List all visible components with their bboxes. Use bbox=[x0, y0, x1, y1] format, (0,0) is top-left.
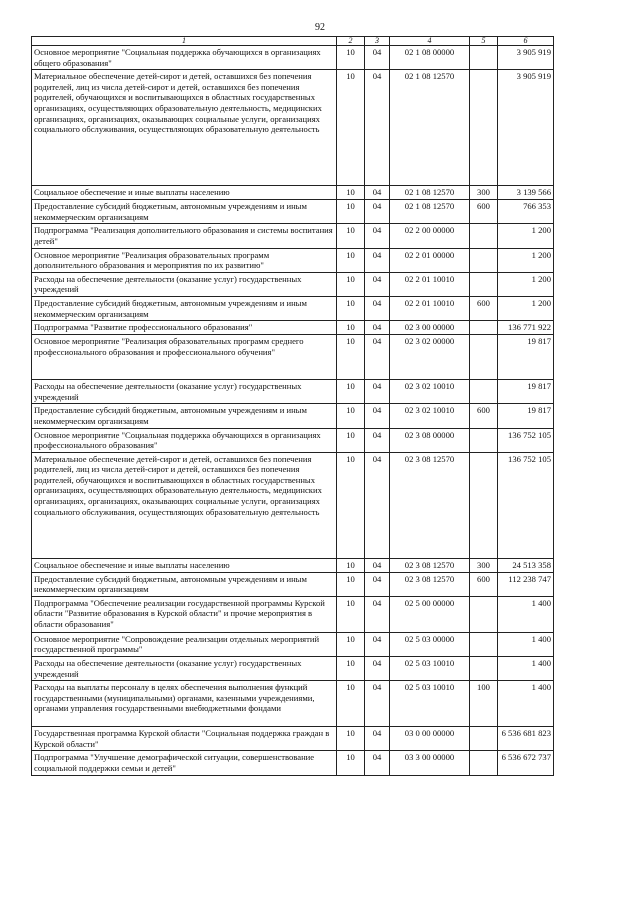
table-row bbox=[32, 321, 554, 335]
item-name-cell: Расходы на выплаты персоналу в целях обеспечения выполнения функций государственными (муниципальными) органами, казенными учреждениями, органами управления государственными внебюджетными фондами bbox=[32, 681, 337, 727]
expense-type-cell bbox=[470, 70, 498, 186]
subsection-cell: 04 bbox=[365, 380, 390, 404]
section-cell: 10 bbox=[337, 46, 365, 70]
subsection-cell: 04 bbox=[365, 751, 390, 775]
header-cell-3: 3 bbox=[365, 37, 390, 46]
expense-type-cell bbox=[470, 596, 498, 632]
table-row bbox=[32, 428, 554, 452]
section-cell: 10 bbox=[337, 186, 365, 200]
table-row bbox=[32, 751, 554, 775]
section-cell: 10 bbox=[337, 657, 365, 681]
item-name-cell: Основное мероприятие "Сопровождение реализации отдельных мероприятий государственной программы" bbox=[32, 632, 337, 656]
amount-cell: 24 513 358 bbox=[498, 558, 554, 572]
table-row bbox=[32, 596, 554, 632]
item-name-cell: Основное мероприятие "Реализация образовательных программ дополнительного образования и мероприятия по их развитию" bbox=[32, 248, 337, 272]
amount-cell: 1 400 bbox=[498, 596, 554, 632]
expense-type-cell: 600 bbox=[470, 404, 498, 428]
target-article-cell: 02 3 08 12570 bbox=[390, 572, 470, 596]
subsection-cell: 04 bbox=[365, 632, 390, 656]
section-cell: 10 bbox=[337, 335, 365, 380]
budget-table-body bbox=[32, 37, 554, 776]
target-article-cell: 02 5 03 10010 bbox=[390, 681, 470, 727]
table-row bbox=[32, 657, 554, 681]
amount-cell: 19 817 bbox=[498, 335, 554, 380]
subsection-cell: 04 bbox=[365, 335, 390, 380]
table-row bbox=[32, 558, 554, 572]
item-name-cell: Государственная программа Курской области "Социальная поддержка граждан в Курской области" bbox=[32, 727, 337, 751]
expense-type-cell bbox=[470, 46, 498, 70]
item-name-cell: Подпрограмма "Реализация дополнительного образования и системы воспитания детей" bbox=[32, 224, 337, 248]
section-cell: 10 bbox=[337, 681, 365, 727]
expense-type-cell bbox=[470, 248, 498, 272]
item-name-cell: Материальное обеспечение детей-сирот и детей, оставшихся без попечения родителей, лиц из числа детей-сирот и детей, оставшихся без попечения родителей, обучающихся и воспитывающихся в областных государственных организациях, осуществляющих образовательную деятельность, медицинских организациях, организациях, оказывающих социальные услуги, организациях социального обслуживания, осуществляющих образовательную деятельность bbox=[32, 452, 337, 558]
item-name-cell: Расходы на обеспечение деятельности (оказание услуг) государственных учреждений bbox=[32, 380, 337, 404]
section-cell: 10 bbox=[337, 632, 365, 656]
table-row bbox=[32, 248, 554, 272]
target-article-cell: 02 3 02 00000 bbox=[390, 335, 470, 380]
expense-type-cell bbox=[470, 751, 498, 775]
section-cell: 10 bbox=[337, 70, 365, 186]
subsection-cell: 04 bbox=[365, 727, 390, 751]
target-article-cell: 02 1 08 12570 bbox=[390, 186, 470, 200]
target-article-cell: 02 3 08 12570 bbox=[390, 558, 470, 572]
target-article-cell: 02 3 08 12570 bbox=[390, 452, 470, 558]
amount-cell: 136 771 922 bbox=[498, 321, 554, 335]
target-article-cell: 02 1 08 00000 bbox=[390, 46, 470, 70]
table-row bbox=[32, 572, 554, 596]
section-cell: 10 bbox=[337, 404, 365, 428]
expense-type-cell bbox=[470, 380, 498, 404]
expense-type-cell: 600 bbox=[470, 200, 498, 224]
section-cell: 10 bbox=[337, 321, 365, 335]
subsection-cell: 04 bbox=[365, 657, 390, 681]
expense-type-cell: 300 bbox=[470, 186, 498, 200]
target-article-cell: 02 2 00 00000 bbox=[390, 224, 470, 248]
amount-cell: 136 752 105 bbox=[498, 452, 554, 558]
target-article-cell: 02 3 00 00000 bbox=[390, 321, 470, 335]
amount-cell: 6 536 672 737 bbox=[498, 751, 554, 775]
subsection-cell: 04 bbox=[365, 186, 390, 200]
header-cell-6: 6 bbox=[498, 37, 554, 46]
subsection-cell: 04 bbox=[365, 248, 390, 272]
item-name-cell: Предоставление субсидий бюджетным, автономным учреждениям и иным некоммерческим организациям bbox=[32, 572, 337, 596]
table-row bbox=[32, 681, 554, 727]
table-header-row bbox=[32, 37, 554, 46]
subsection-cell: 04 bbox=[365, 404, 390, 428]
header-cell-4: 4 bbox=[390, 37, 470, 46]
target-article-cell: 02 2 01 10010 bbox=[390, 296, 470, 320]
amount-cell: 1 200 bbox=[498, 272, 554, 296]
amount-cell: 1 400 bbox=[498, 632, 554, 656]
subsection-cell: 04 bbox=[365, 70, 390, 186]
item-name-cell: Расходы на обеспечение деятельности (оказание услуг) государственных учреждений bbox=[32, 272, 337, 296]
expense-type-cell bbox=[470, 321, 498, 335]
expense-type-cell: 600 bbox=[470, 572, 498, 596]
amount-cell: 1 200 bbox=[498, 248, 554, 272]
expense-type-cell bbox=[470, 632, 498, 656]
target-article-cell: 02 1 08 12570 bbox=[390, 200, 470, 224]
subsection-cell: 04 bbox=[365, 321, 390, 335]
amount-cell: 766 353 bbox=[498, 200, 554, 224]
item-name-cell: Предоставление субсидий бюджетным, автономным учреждениям и иным некоммерческим организациям bbox=[32, 404, 337, 428]
subsection-cell: 04 bbox=[365, 200, 390, 224]
table-row bbox=[32, 296, 554, 320]
subsection-cell: 04 bbox=[365, 558, 390, 572]
expense-type-cell bbox=[470, 272, 498, 296]
expense-type-cell: 100 bbox=[470, 681, 498, 727]
table-row bbox=[32, 186, 554, 200]
amount-cell: 1 200 bbox=[498, 224, 554, 248]
budget-table bbox=[31, 36, 554, 776]
item-name-cell: Подпрограмма "Обеспечение реализации государственной программы Курской области "Развитие образования в Курской области" и прочие мероприятия в области образования" bbox=[32, 596, 337, 632]
item-name-cell: Основное мероприятие "Реализация образовательных программ среднего профессионального образования и профессионального обучения" bbox=[32, 335, 337, 380]
section-cell: 10 bbox=[337, 296, 365, 320]
header-cell-5: 5 bbox=[470, 37, 498, 46]
target-article-cell: 02 2 01 00000 bbox=[390, 248, 470, 272]
item-name-cell: Основное мероприятие "Социальная поддержка обучающихся в организациях общего образования" bbox=[32, 46, 337, 70]
target-article-cell: 02 3 08 00000 bbox=[390, 428, 470, 452]
section-cell: 10 bbox=[337, 248, 365, 272]
table-row bbox=[32, 632, 554, 656]
section-cell: 10 bbox=[337, 272, 365, 296]
section-cell: 10 bbox=[337, 751, 365, 775]
page-number: 92 bbox=[315, 22, 325, 33]
section-cell: 10 bbox=[337, 200, 365, 224]
amount-cell: 6 536 681 823 bbox=[498, 727, 554, 751]
amount-cell: 1 400 bbox=[498, 657, 554, 681]
target-article-cell: 02 5 03 10010 bbox=[390, 657, 470, 681]
target-article-cell: 02 5 03 00000 bbox=[390, 632, 470, 656]
item-name-cell: Предоставление субсидий бюджетным, автономным учреждениям и иным некоммерческим организациям bbox=[32, 296, 337, 320]
subsection-cell: 04 bbox=[365, 452, 390, 558]
amount-cell: 3 905 919 bbox=[498, 70, 554, 186]
table-row bbox=[32, 46, 554, 70]
amount-cell: 136 752 105 bbox=[498, 428, 554, 452]
table-row bbox=[32, 272, 554, 296]
amount-cell: 3 905 919 bbox=[498, 46, 554, 70]
amount-cell: 1 400 bbox=[498, 681, 554, 727]
section-cell: 10 bbox=[337, 224, 365, 248]
subsection-cell: 04 bbox=[365, 272, 390, 296]
target-article-cell: 02 3 02 10010 bbox=[390, 404, 470, 428]
item-name-cell: Предоставление субсидий бюджетным, автономным учреждениям и иным некоммерческим организациям bbox=[32, 200, 337, 224]
item-name-cell: Расходы на обеспечение деятельности (оказание услуг) государственных учреждений bbox=[32, 657, 337, 681]
expense-type-cell bbox=[470, 224, 498, 248]
section-cell: 10 bbox=[337, 428, 365, 452]
expense-type-cell bbox=[470, 727, 498, 751]
table-row bbox=[32, 727, 554, 751]
table-row bbox=[32, 200, 554, 224]
subsection-cell: 04 bbox=[365, 596, 390, 632]
item-name-cell: Социальное обеспечение и иные выплаты населению bbox=[32, 558, 337, 572]
table-row bbox=[32, 452, 554, 558]
section-cell: 10 bbox=[337, 380, 365, 404]
amount-cell: 19 817 bbox=[498, 404, 554, 428]
item-name-cell: Подпрограмма "Улучшение демографической ситуации, совершенствование социальной поддержки семьи и детей" bbox=[32, 751, 337, 775]
target-article-cell: 02 2 01 10010 bbox=[390, 272, 470, 296]
section-cell: 10 bbox=[337, 596, 365, 632]
amount-cell: 112 238 747 bbox=[498, 572, 554, 596]
section-cell: 10 bbox=[337, 452, 365, 558]
subsection-cell: 04 bbox=[365, 428, 390, 452]
section-cell: 10 bbox=[337, 727, 365, 751]
header-cell-1: 1 bbox=[32, 37, 337, 46]
expense-type-cell: 600 bbox=[470, 296, 498, 320]
item-name-cell: Социальное обеспечение и иные выплаты населению bbox=[32, 186, 337, 200]
subsection-cell: 04 bbox=[365, 224, 390, 248]
table-row bbox=[32, 404, 554, 428]
expense-type-cell: 300 bbox=[470, 558, 498, 572]
expense-type-cell bbox=[470, 657, 498, 681]
expense-type-cell bbox=[470, 428, 498, 452]
target-article-cell: 03 3 00 00000 bbox=[390, 751, 470, 775]
item-name-cell: Материальное обеспечение детей-сирот и детей, оставшихся без попечения родителей, лиц из числа детей-сирот и детей, оставшихся без попечения родителей, обучающихся и воспитывающихся в областных государственных организациях, осуществляющих образовательную деятельность, медицинских организациях, организациях, оказывающих социальные услуги, организациях социального обслуживания, осуществляющих образовательную деятельность bbox=[32, 70, 337, 186]
expense-type-cell bbox=[470, 452, 498, 558]
table-row bbox=[32, 380, 554, 404]
table-row bbox=[32, 70, 554, 186]
target-article-cell: 02 1 08 12570 bbox=[390, 70, 470, 186]
section-cell: 10 bbox=[337, 558, 365, 572]
subsection-cell: 04 bbox=[365, 681, 390, 727]
section-cell: 10 bbox=[337, 572, 365, 596]
amount-cell: 3 139 566 bbox=[498, 186, 554, 200]
subsection-cell: 04 bbox=[365, 296, 390, 320]
amount-cell: 1 200 bbox=[498, 296, 554, 320]
item-name-cell: Подпрограмма "Развитие профессионального образования" bbox=[32, 321, 337, 335]
target-article-cell: 02 3 02 10010 bbox=[390, 380, 470, 404]
subsection-cell: 04 bbox=[365, 46, 390, 70]
amount-cell: 19 817 bbox=[498, 380, 554, 404]
table-row bbox=[32, 335, 554, 380]
target-article-cell: 03 0 00 00000 bbox=[390, 727, 470, 751]
target-article-cell: 02 5 00 00000 bbox=[390, 596, 470, 632]
subsection-cell: 04 bbox=[365, 572, 390, 596]
table-row bbox=[32, 224, 554, 248]
item-name-cell: Основное мероприятие "Социальная поддержка обучающихся в организациях профессионального образования" bbox=[32, 428, 337, 452]
expense-type-cell bbox=[470, 335, 498, 380]
header-cell-2: 2 bbox=[337, 37, 365, 46]
